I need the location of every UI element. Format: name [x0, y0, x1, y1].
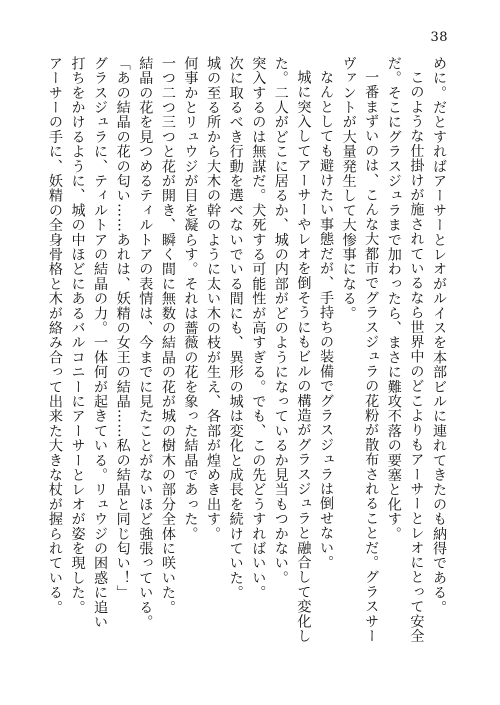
text-line: めに。だとすればアーサーとレオがルイスを本部ビルに連れてきたのも納得である。	[431, 56, 447, 615]
text-line: 結晶の花を見つめるティルトアの表情は、今までに見たことがないほど強張っている。	[137, 56, 154, 630]
text-line: 次に取るべき行動を選べないでいる間にも、異形の城は変化と成長を続けていた。	[227, 56, 244, 600]
text-line: ヴァントが大量発生して大惨事になる。	[340, 56, 357, 321]
text-line: 城に突入してアーサーやレオを倒そうにもビルの構造がグラスジュラと融合して変化し	[295, 70, 312, 644]
text-line: だ。そこにグラスジュラまで加わったら、まさに難攻不落の要塞と化す。	[385, 56, 402, 542]
text-line: 何事かとリュウジが目を凝らす。それは薔薇の花を象った結晶であった。	[182, 56, 199, 542]
text-line: 一つ二つ三つと花が開き、瞬く間に無数の結晶の花が城の樹木の部分全体に咲いた。	[159, 56, 176, 615]
text-line: なんとしても避けたい事態だが、手持ちの装備でグラスジュラは倒せない。	[318, 70, 335, 570]
text-line: 突入するのは無謀だ。犬死する可能性が高すぎる。でも、この先どうすればいい。	[250, 56, 267, 600]
text-line: 打ちをかけるように、城の中ほどにあるバルコニーにアーサーとレオが姿を現した。	[69, 56, 86, 615]
text-line: グラスジュラに、ティルトアの結晶の力。一体何が起きている。リュウジの困惑に追い	[92, 56, 109, 630]
page-number: 38	[430, 30, 448, 45]
text-line: このような仕掛けが施されているなら世界中のどこよりもアーサーとレオにとって安全	[408, 70, 425, 644]
text-line: アーサーの手に、妖精の全身骨格と木が絡み合って出来た大きな杖が握られている。	[46, 56, 63, 615]
text-line: た。二人がどこに居るか、城の内部がどのようになっているか見当もつかない。	[272, 56, 289, 586]
text-line: 城の至る所から大木の幹のように太い木の枝が生え、各部が煌めき出す。	[205, 56, 222, 542]
text-line: 「あの結晶の花の匂い……あれは、妖精の女王の結晶……私の結晶と同じ匂い！」	[114, 56, 131, 600]
text-line: 一番まずいのは、こんな大都市でグラスジュラの花粉が散布されることだ。グラスサー	[363, 70, 380, 644]
vertical-text-block	[42, 56, 450, 648]
